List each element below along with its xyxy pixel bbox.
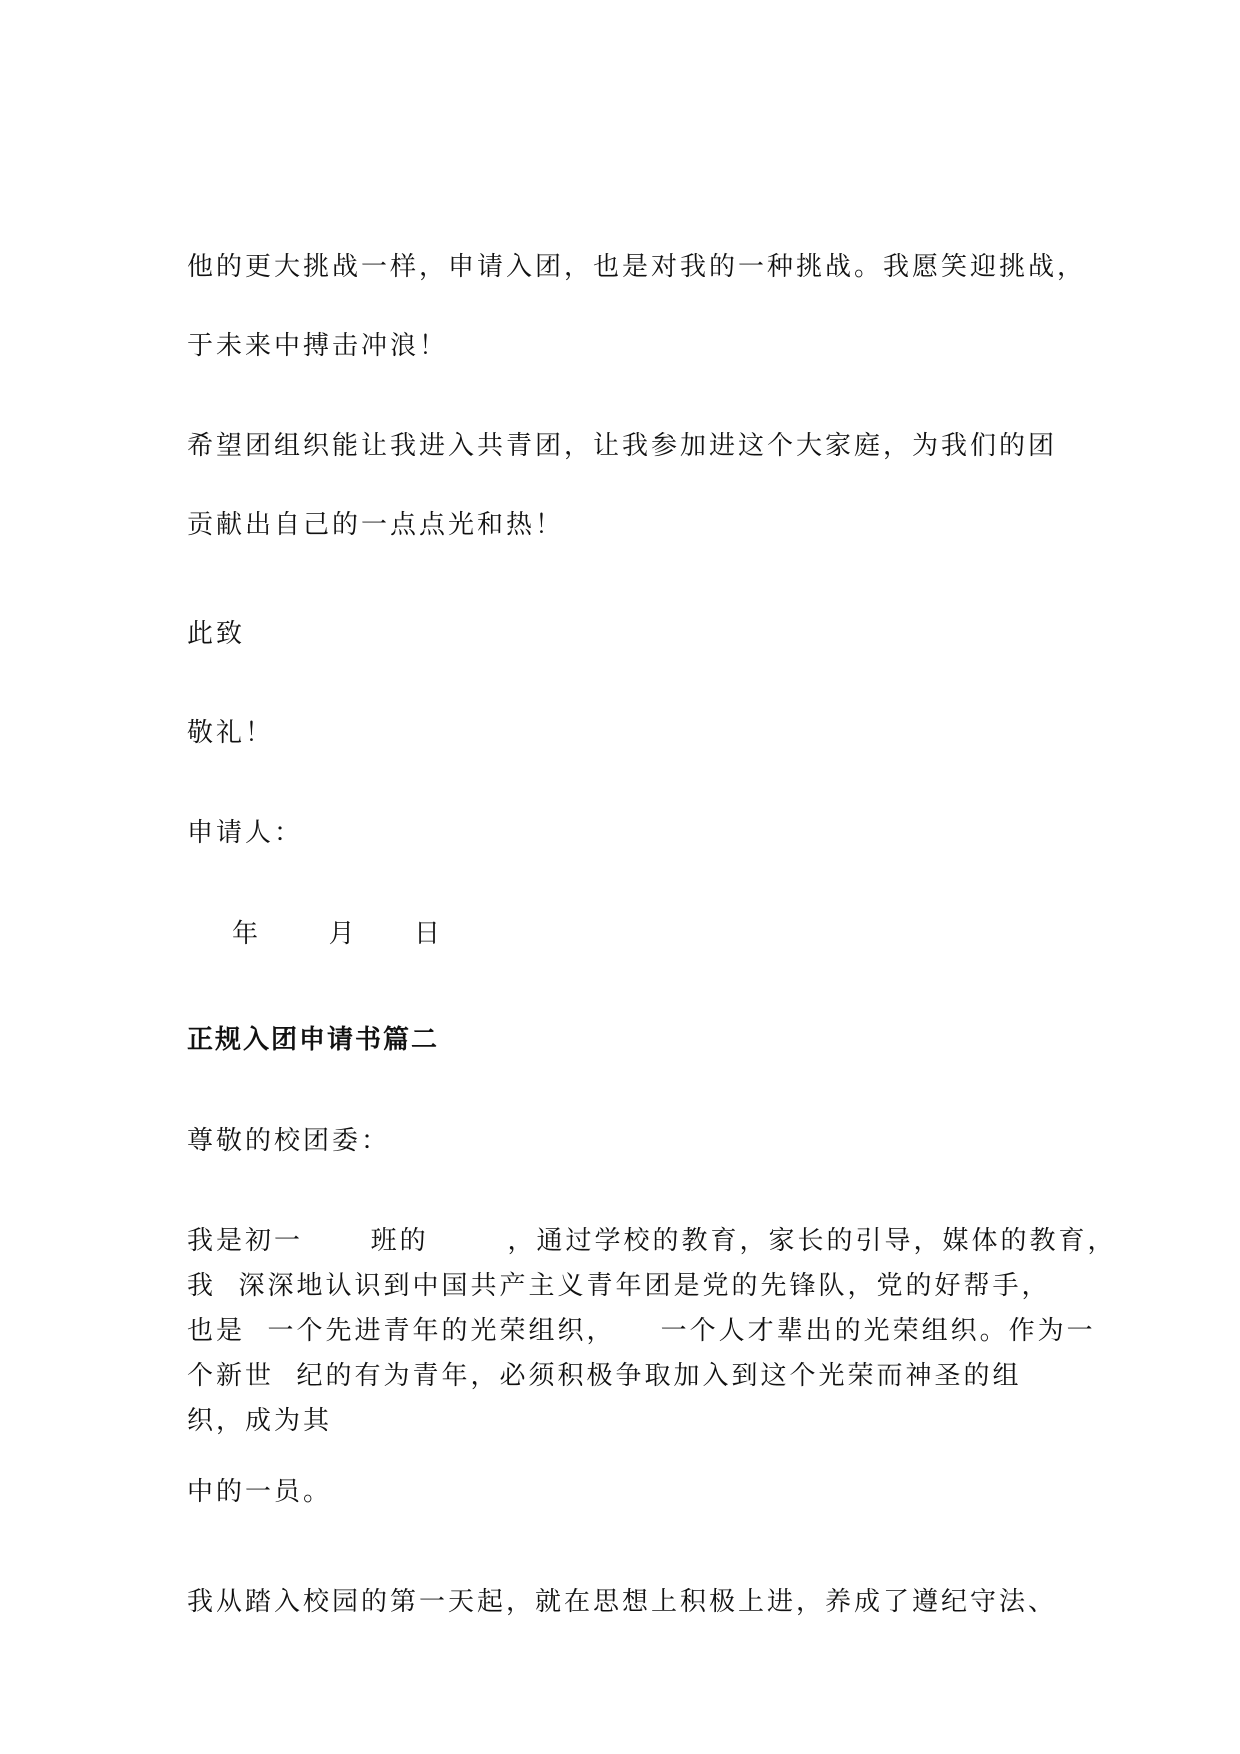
paragraph-line: 中的一员。 xyxy=(187,1477,333,1507)
body-text-line: 我从踏入校园的第一天起，就在思想上积极上进，养成了遵纪守法、 xyxy=(187,1587,1058,1617)
body-text-line: 贡献出自己的一点点光和热！ xyxy=(187,510,565,540)
salutation: 尊敬的校团委： xyxy=(187,1126,391,1156)
body-text-line: 希望团组织能让我进入共青团，让我参加进这个大家庭，为我们的团 xyxy=(187,431,1058,461)
paragraph-line: 我是初一 班的 ，通过学校的教育，家长的引导，媒体的教育， xyxy=(187,1226,1117,1256)
paragraph-line: 我 深深地认识到中国共产主义青年团是党的先锋队，党的好帮手， xyxy=(187,1271,1051,1301)
applicant-label: 申请人： xyxy=(187,818,304,848)
body-text-line: 于未来中搏击冲浪！ xyxy=(187,331,449,361)
section-heading: 正规入团申请书篇二 xyxy=(187,1025,440,1055)
paragraph-line: 也是 一个先进青年的光荣组织， 一个人才辈出的光荣组织。作为一 xyxy=(187,1316,1096,1346)
date-line: 年 月 日 xyxy=(187,919,443,949)
closing-text: 敬礼！ xyxy=(187,718,275,748)
paragraph-line: 织，成为其 xyxy=(187,1406,333,1436)
closing-text: 此致 xyxy=(187,619,246,649)
paragraph-line: 个新世 纪的有为青年，必须积极争取加入到这个光荣而神圣的组 xyxy=(187,1361,1022,1391)
body-text-line: 他的更大挑战一样，申请入团，也是对我的一种挑战。我愿笑迎挑战， xyxy=(187,252,1087,282)
